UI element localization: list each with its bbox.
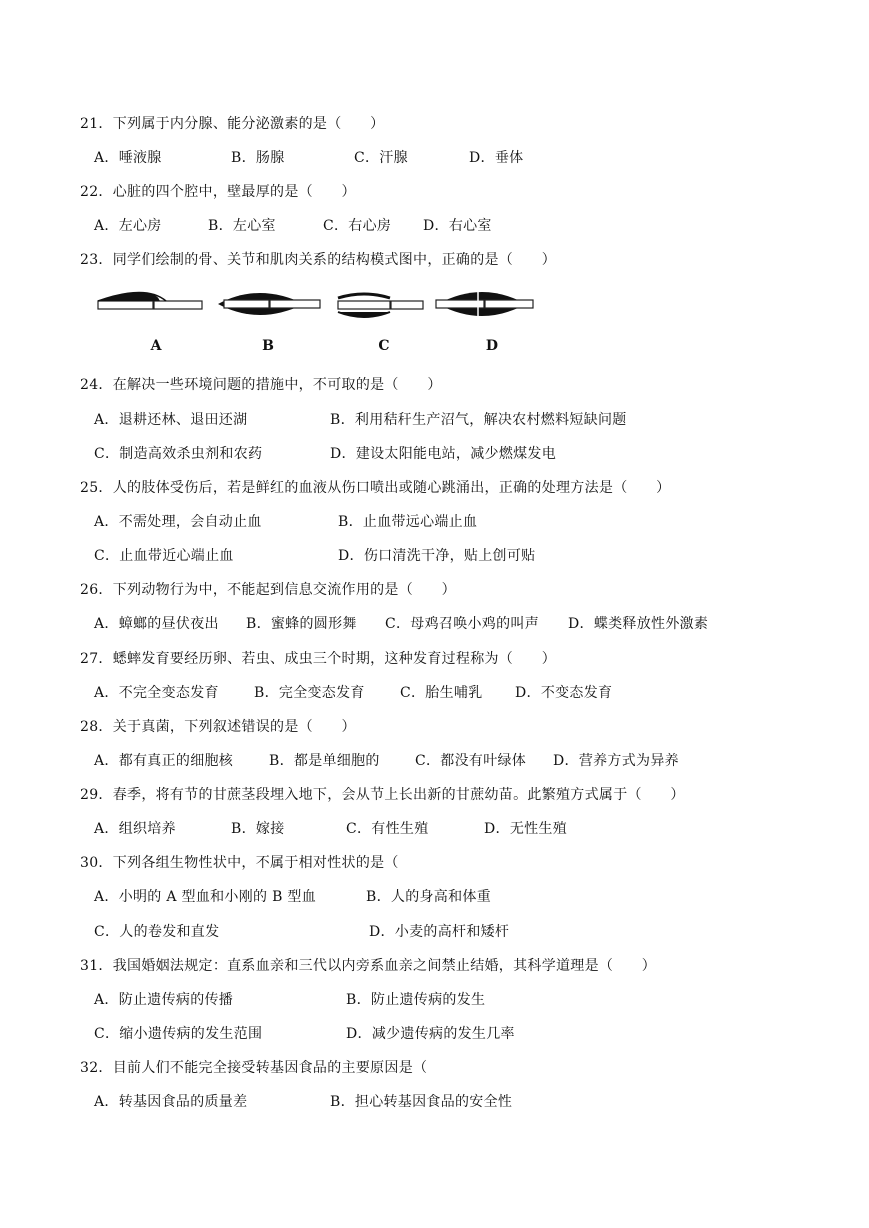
option-d: D．营养方式为异养 — [553, 753, 679, 769]
option-b: B．蜜蜂的圆形舞 — [246, 616, 357, 632]
option-d: D．小麦的高杆和矮杆 — [369, 924, 510, 940]
bone-joint-muscle-figures — [96, 286, 526, 358]
option-c: C．汗腺 — [354, 150, 408, 166]
question-23-stem: 23．同学们绘制的骨、关节和肌肉关系的结构模式图中，正确的是（ ） — [80, 252, 557, 268]
figure-label-b: B — [262, 338, 274, 354]
option-c: C．人的卷发和直发 — [94, 924, 220, 940]
option-d: D．建设太阳能电站，减少燃煤发电 — [330, 446, 557, 462]
option-b: B．完全变态发育 — [254, 685, 365, 701]
figure-d-drawing — [432, 286, 542, 336]
option-a: A．都有真正的细胞核 — [94, 753, 234, 769]
option-b: B．左心室 — [208, 218, 276, 234]
option-b: B．人的身高和体重 — [366, 889, 491, 905]
option-b: B．肠腺 — [231, 150, 285, 166]
option-a: A．退耕还林、退田还湖 — [94, 412, 248, 428]
option-d: D．垂体 — [469, 150, 524, 166]
option-d: D．伤口清洗干净，贴上创可贴 — [338, 548, 536, 564]
option-b: B．担心转基因食品的安全性 — [330, 1094, 513, 1110]
option-a: A．防止遗传病的传播 — [94, 992, 234, 1008]
question-27-stem: 27．蟋蟀发育要经历卵、若虫、成虫三个时期，这种发育过程称为（ ） — [80, 651, 557, 667]
option-b: B．都是单细胞的 — [269, 753, 380, 769]
option-c: C．胎生哺乳 — [400, 685, 483, 701]
question-22-stem: 22．心脏的四个腔中，壁最厚的是（ ） — [80, 184, 356, 200]
option-c: C．都没有叶绿体 — [415, 753, 527, 769]
option-d: D．不变态发育 — [515, 685, 613, 701]
option-d: D．右心室 — [423, 218, 492, 234]
option-a: A．小明的 A 型血和小刚的 B 型血 — [94, 889, 317, 905]
question-21-stem: 21．下列属于内分腺、能分泌激素的是（ ） — [80, 116, 385, 132]
question-25-stem: 25．人的肢体受伤后，若是鲜红的血液从伤口喷出或随心跳涌出，正确的处理方法是（ ） — [80, 480, 671, 496]
option-c: C．制造高效杀虫剂和农药 — [94, 446, 263, 462]
figure-a-drawing — [96, 286, 206, 336]
question-32-stem: 32．目前人们不能完全接受转基因食品的主要原因是（ — [80, 1060, 428, 1076]
figure-d — [432, 286, 542, 358]
option-c: C．止血带近心端止血 — [94, 548, 234, 564]
option-b: B．防止遗传病的发生 — [346, 992, 486, 1008]
option-c: C．缩小遗传病的发生范围 — [94, 1026, 263, 1042]
figure-c — [334, 286, 444, 358]
option-a: A．不需处理，会自动止血 — [94, 514, 262, 530]
figure-label-d: D — [485, 338, 499, 354]
option-a: A．组织培养 — [94, 821, 176, 837]
question-26-stem: 26．下列动物行为中，不能起到信息交流作用的是（ ） — [80, 582, 456, 598]
option-a: A．唾液腺 — [94, 150, 162, 166]
question-28-stem: 28．关于真菌，下列叙述错误的是（ ） — [80, 719, 356, 735]
option-c: C．右心房 — [323, 218, 392, 234]
option-d: D．蝶类释放性外激素 — [568, 616, 709, 632]
figure-c-drawing — [334, 286, 444, 336]
option-a: A．左心房 — [94, 218, 162, 234]
option-b: B．利用秸秆生产沼气，解决农村燃料短缺问题 — [330, 412, 627, 428]
option-b: B．止血带远心端止血 — [338, 514, 478, 530]
figure-label-c: C — [378, 338, 390, 354]
figure-b — [214, 286, 324, 358]
figure-a — [96, 286, 206, 358]
option-b: B．嫁接 — [231, 821, 285, 837]
question-24-stem: 24．在解决一些环境问题的措施中，不可取的是（ ） — [80, 377, 442, 393]
option-a: A．转基因食品的质量差 — [94, 1094, 248, 1110]
figure-label-a: A — [150, 338, 162, 354]
question-31-stem: 31．我国婚姻法规定：直系血亲和三代以内旁系血亲之间禁止结婚，其科学道理是（ ） — [80, 958, 657, 974]
option-d: D．无性生殖 — [484, 821, 568, 837]
option-c: C．母鸡召唤小鸡的叫声 — [385, 616, 540, 632]
figure-b-drawing — [214, 286, 324, 336]
question-29-stem: 29．春季，将有节的甘蔗茎段埋入地下，会从节上长出新的甘蔗幼苗。此繁殖方式属于（ ） — [80, 787, 685, 803]
option-c: C．有性生殖 — [346, 821, 429, 837]
option-d: D．减少遗传病的发生几率 — [346, 1026, 515, 1042]
option-a: A．蟑螂的昼伏夜出 — [94, 616, 219, 632]
option-a: A．不完全变态发育 — [94, 685, 219, 701]
question-30-stem: 30．下列各组生物性状中，不属于相对性状的是（ — [80, 855, 399, 871]
